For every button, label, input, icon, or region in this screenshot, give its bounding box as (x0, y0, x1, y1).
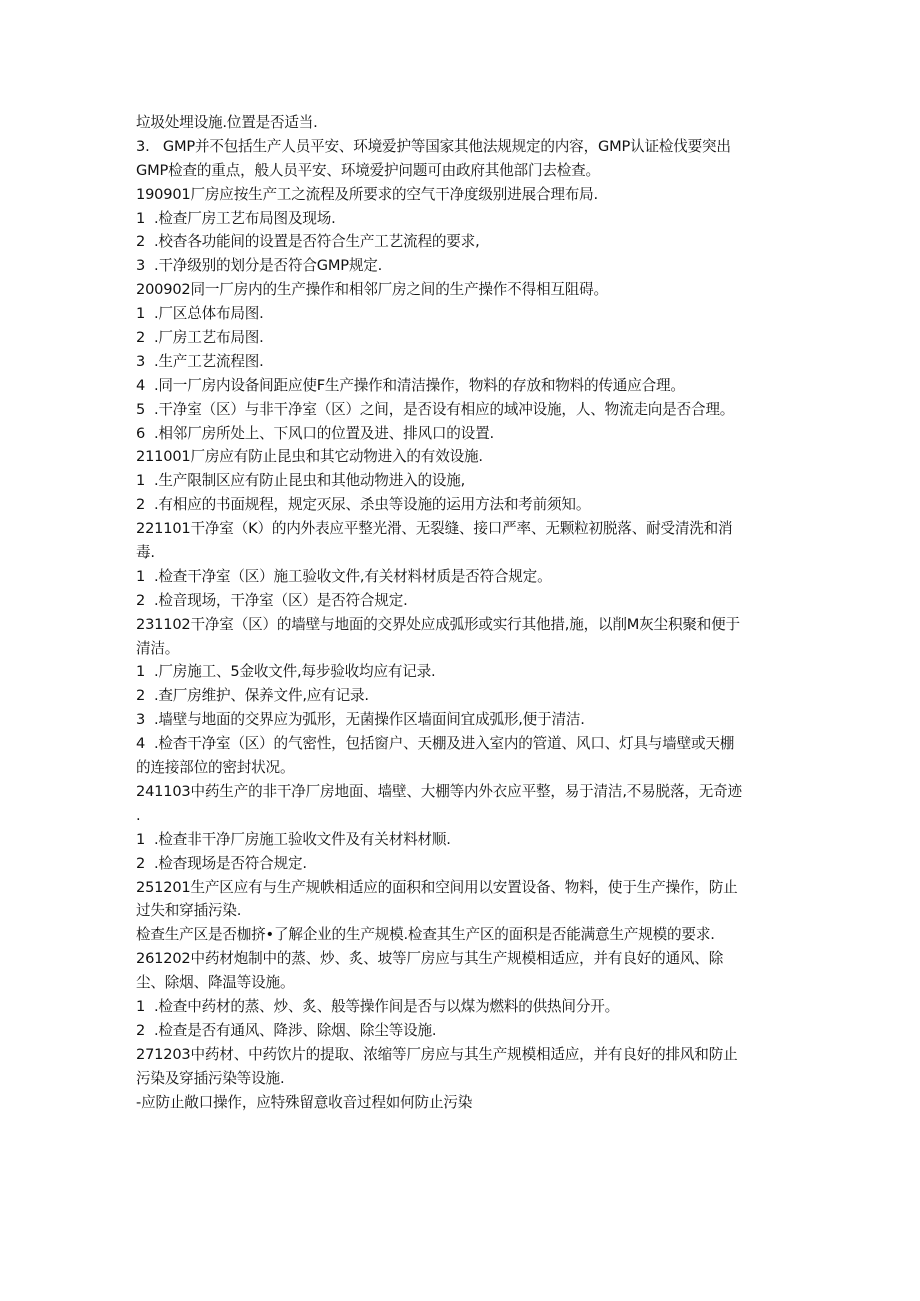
text-line: 检查生产区是否枷挤•了解企业的生产规模.检查其生产区的面积是否能满意生产规模的要求. (136, 926, 715, 944)
text-line: 1 .检查中药材的蒸、炒、炙、般等操作间是否与以煤为燃料的供热间分开。 (136, 997, 620, 1015)
text-line: 垃圾处埋设施.位置是否适当. (136, 114, 318, 131)
text-line: 1 .生产限制区应有防止昆虫和其他动物进入的设施, (136, 472, 466, 490)
text-line: 241103中药生产的非干净厂房地面、墙壁、大棚等内外衣应平整，易于清洁,不易脱落，无奇迹 (136, 782, 742, 800)
text-line: 4 .同一厂房内设备间距应使F生产操作和清洁操作，物料的存放和物料的传通应合理。 (136, 376, 685, 394)
text-line: 190901厂房应按生产工之流程及所要求的空气干净度级别进展合理布局. (136, 185, 598, 203)
text-line: 尘、除烟、降温等设施。 (136, 974, 295, 992)
text-line: 2 .检查是否有通风、降涉、除烟、除尘等设施. (136, 1021, 437, 1039)
text-line: 污染及穿插污染等设施. (136, 1069, 285, 1087)
text-line: 2 .校杳各功能间的设置是否符合生产工艺流程的要求, (136, 233, 480, 251)
text-line: 231102干净室（区）的墙壁与地面的交界处应成弧形或实行其他措,施，以削M灰尘积聚和便于 (136, 615, 740, 633)
text-line: 2 .有相应的书面规程，规定灭尿、杀虫等设施的运用方法和考前须知。 (136, 496, 591, 514)
text-line: 261202中药材炮制中的蒸、炒、炙、坡等厂房应与其生产规模相适应，并有良好的通风、除 (136, 950, 724, 968)
text-line: 3 .生产工艺流程图. (136, 352, 264, 370)
text-line: 6 .相邻厂房所处上、下风口的位置及进、排风口的设置. (136, 424, 494, 442)
text-line: 2 .检音现场，干净室（区）是否符合规定. (136, 591, 408, 609)
text-line: 的连接部位的密封状况。 (136, 759, 295, 777)
text-line: 1 .厂区总体布局图. (136, 305, 264, 323)
text-line: 211001厂房应有防止昆虫和其它动物进入的有效设施. (136, 448, 483, 466)
text-line: 1 .厂房施工、5金收文件,每步验收均应有记录. (136, 663, 436, 681)
text-line: 1 .检查非干净厂房施工验收文件及有关材料材顺. (136, 830, 451, 848)
text-line: 200902同一厂房内的生产操作和相邻厂房之间的生产操作不得相互阻碍。 (136, 281, 608, 299)
text-line: -应防止敞口操作，应特殊留意收音过程如何防止污染 (136, 1093, 473, 1111)
text-line: 2 .厂房工艺布局图. (136, 329, 264, 347)
text-line: 251201生产区应有与生产规帙相适应的面积和空间用以安置设备、物料，使于生产操作，防止 (136, 878, 738, 896)
text-line: 2 .检杳现场是否符合规定. (136, 854, 307, 872)
text-line: 4 .检杳干净室（区）的气密性，包括窗户、天棚及进入室内的管道、风口、灯具与墙壁或天棚 (136, 735, 735, 753)
text-line: 2 .查厂房维护、保养文件,应有记录. (136, 687, 369, 705)
text-line: 清洁。 (136, 639, 180, 657)
document-body (136, 111, 786, 1114)
text-line: 3. GMP并不包括生产人员平安、环境爱护等国家其他法规规定的内容，GMP认证检伐要突出 (136, 137, 731, 155)
text-line: 过失和穿插污染. (136, 902, 242, 920)
text-line: GMP检查的重点，般人员平安、环境爱护问题可由政府其他部门去检查。 (136, 161, 600, 179)
text-line: 221101干净室（K）的内外表应平整光滑、无裂缝、接口严率、无颗粒初脱落、耐受清洗和消 (136, 520, 733, 538)
text-line: 3 .墙壁与地面的交界应为弧形，无菌操作区墙面间宜成弧形,便于清洁. (136, 711, 585, 729)
text-line: 1 .检查干净室（区）施工验收文件,有关材料材质是否符合规定。 (136, 567, 552, 585)
text-line: . (136, 806, 141, 824)
text-line: 271203中药材、中药饮片的提取、浓缩等厂房应与其生产规模相适应，并有良好的排风和防止 (136, 1045, 738, 1063)
text-line: 5 .干净室（区）与非干净室（区）之间，是否设有相应的域冲设施，人、物流走向是否合理。 (136, 400, 735, 418)
text-line: 毒. (136, 544, 155, 562)
text-line: 3 .干净级别的划分是否符合GMP规定. (136, 257, 383, 275)
text-line: 1 .检查厂房工艺布局图及现场. (136, 209, 336, 227)
